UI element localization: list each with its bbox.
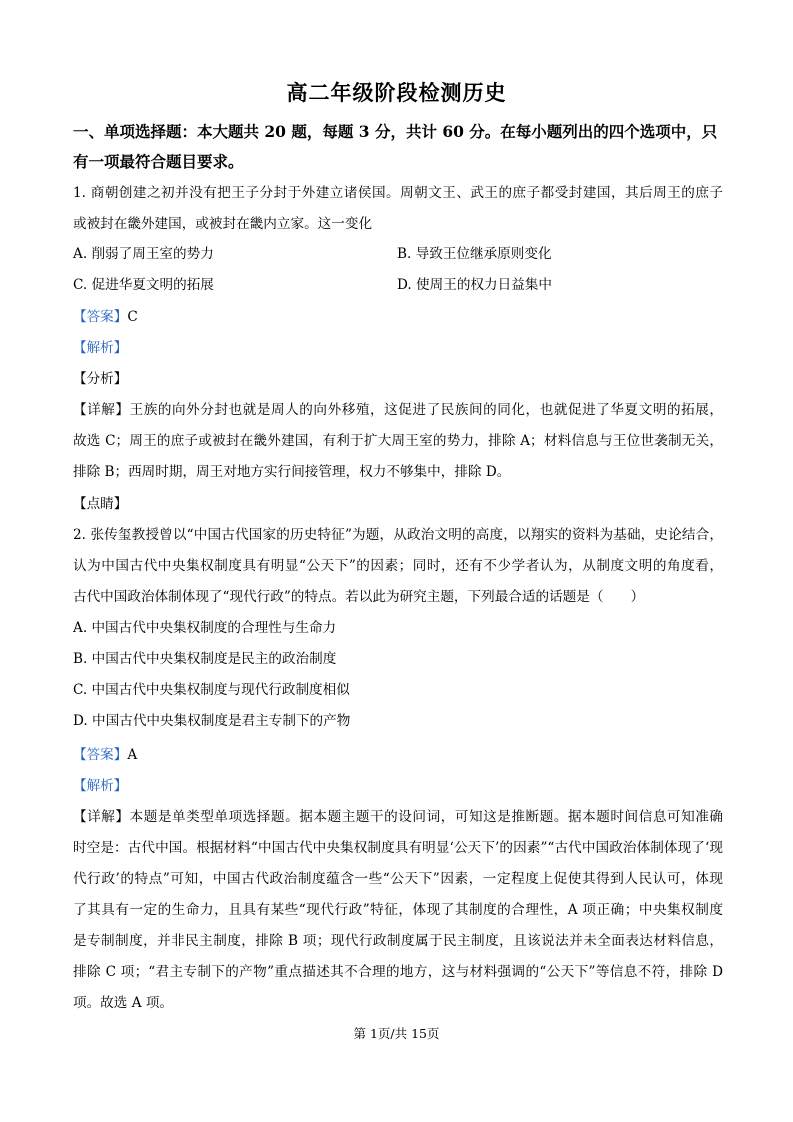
q1-answer-line	[73, 307, 138, 327]
q1-dianjing-tag: 【点睛】	[73, 496, 128, 512]
q2-option-b: B. 中国古代中央集权制度是民主的政治制度	[73, 651, 337, 667]
q2-option-a: A. 中国古代中央集权制度的合理性与生命力	[73, 620, 337, 636]
q2-detail-line-2: 时空是：古代中国。根据材料“中国古代中央集权制度具有明显‘公天下’的因素”“古代中国政治体制体现了‘现	[73, 840, 723, 856]
q1-option-c: C. 促进华夏文明的拓展	[73, 277, 214, 293]
q2-detail-text-1: 本题是单类型单项选择题。据本题主题干的设问词，可知这是推断题。据本题时间信息可知准确	[129, 809, 724, 825]
q2-answer-line	[73, 745, 137, 765]
q1-option-d: D. 使周王的权力日益集中	[397, 277, 552, 293]
q1-option-a: A. 削弱了周王室的势力	[73, 246, 214, 262]
q1-detail-line-2: 故选 C；周王的庶子或被封在畿外建国，有利于扩大周王室的势力，排除 A；材料信息与王位世袭制无关，	[73, 433, 723, 449]
q2-detail-tag: 【详解】	[73, 809, 130, 825]
q2-option-c: C. 中国古代中央集权制度与现代行政制度相似	[73, 682, 350, 698]
section-heading-line-2: 有一项最符合题目要求。	[73, 152, 244, 171]
q2-answer-value: A	[127, 747, 138, 763]
q2-detail-line-6: 排除 C 项；“君主专制下的产物”重点描述其不合理的地方，这与材料强调的“公天下”等信息不符，排除 D	[73, 964, 723, 980]
q1-detail-line-1	[73, 400, 723, 420]
q2-stem-line-2: 认为中国古代中央集权制度具有明显“公天下”的因素；同时，还有不少学者认为，从制度文明的角度看，	[73, 558, 723, 574]
q1-detail-tag: 【详解】	[73, 402, 130, 418]
q2-stem-line-1: 2. 张传玺教授曾以“中国古代国家的历史特征”为题，从政治文明的高度，以翔实的资料为基础，史论结合，	[73, 527, 723, 543]
q2-answer-tag: 【答案】	[73, 747, 128, 763]
q2-detail-line-5: 是专制制度，并非民主制度，排除 B 项；现代行政制度属于民主制度，且该说法并未全面表达材料信息，	[73, 933, 723, 949]
q2-option-d: D. 中国古代中央集权制度是君主专制下的产物	[73, 713, 351, 729]
section-heading-line-1: 一、单项选择题：本大题共 20 题，每题 3 分，共计 60 分。在每小题列出的四个选项中，只	[73, 122, 718, 141]
q1-option-b: B. 导致王位继承原则变化	[397, 246, 552, 262]
q2-jiexi-tag: 【解析】	[73, 778, 128, 794]
q1-answer-value: C	[127, 309, 138, 325]
q1-stem-line-1: 1. 商朝创建之初并没有把王子分封于外建立诸侯国。周朝文王、武王的庶子都受封建国，其后周王的庶子	[73, 185, 723, 201]
q1-detail-line-3: 排除 B；西周时期，周王对地方实行间接管理，权力不够集中，排除 D。	[73, 464, 511, 480]
q2-detail-line-1	[73, 807, 723, 827]
page-footer: 第 1页/共 15页	[353, 1026, 440, 1041]
page-title: 高二年级阶段检测历史	[286, 80, 507, 105]
q1-fenxi-tag: 【分析】	[73, 371, 128, 387]
q1-answer-tag: 【答案】	[73, 309, 128, 325]
q1-jiexi-tag: 【解析】	[73, 340, 128, 356]
q1-detail-text-1: 王族的向外分封也就是周人的向外移殖，这促进了民族间的同化，也就促进了华夏文明的拓展，	[129, 402, 724, 418]
q2-stem-line-3: 古代中国政治体制体现了“现代行政”的特点。若以此为研究主题，下列最合适的话题是（ ）	[73, 589, 645, 605]
q1-stem-line-2: 或被封在畿外建国，或被封在畿内立家。这一变化	[73, 216, 373, 232]
q2-detail-line-7: 项。故选 A 项。	[73, 995, 174, 1011]
q2-detail-line-3: 代行政’的特点”可知，中国古代政治制度蕴含一些“公天下”因素，一定程度上促使其得到人民认可，体现	[73, 871, 723, 887]
q2-detail-line-4: 了其具有一定的生命力，且具有某些“现代行政”特征，体现了其制度的合理性，A 项正确；中央集权制度	[73, 902, 723, 918]
